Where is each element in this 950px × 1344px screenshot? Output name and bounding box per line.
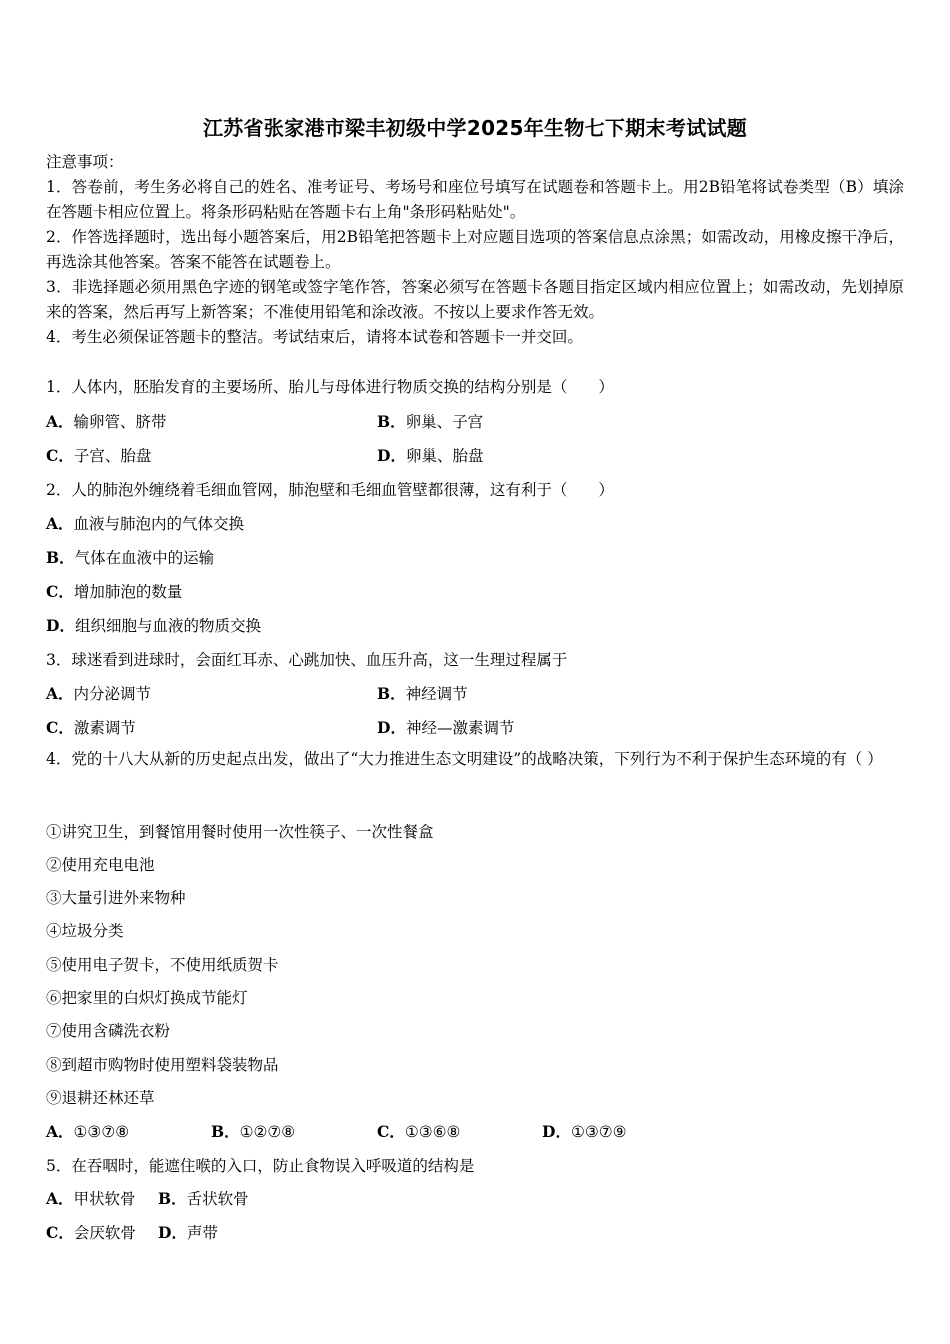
- notice-item: 2．作答选择题时，选出每小题答案后，用2B铅笔把答题卡上对应题目选项的答案信息点涂黑；如需改动，用橡皮擦干净后，再选涂其他答案。答案不能答在试题卷上。: [46, 228, 904, 271]
- question-4-item: ②使用充电电池: [46, 856, 155, 874]
- question-2-option-c: C．增加肺泡的数量: [46, 582, 183, 601]
- question-5-option-d: D．声带: [158, 1223, 218, 1242]
- question-4-option-d: D．①③⑦⑨: [542, 1122, 627, 1141]
- notice-item: 4．考生必须保证答题卡的整洁。考试结束后，请将本试卷和答题卡一并交回。: [46, 328, 583, 346]
- question-4-item: ①讲究卫生，到餐馆用餐时使用一次性筷子、一次性餐盒: [46, 823, 434, 841]
- question-5-option-a: A．甲状软骨: [46, 1189, 136, 1208]
- question-5-stem: 5．在吞咽时，能遮住喉的入口，防止食物误入呼吸道的结构是: [46, 1157, 475, 1175]
- notice-heading: 注意事项：: [46, 153, 124, 171]
- question-5-option-c: C．会厌软骨: [46, 1223, 136, 1242]
- question-4-item: ⑥把家里的白炽灯换成节能灯: [46, 989, 248, 1007]
- question-4-item: ⑨退耕还林还草: [46, 1089, 155, 1107]
- question-2-option-a: A．血液与肺泡内的气体交换: [46, 514, 245, 533]
- notice-item: 3．非选择题必须用黑色字迹的钢笔或签字笔作答，答案必须写在答题卡各题目指定区域内相应位置上；如需改动，先划掉原来的答案，然后再写上新答案；不准使用铅笔和涂改液。不按以上要求作答无效。: [46, 278, 904, 321]
- question-3-option-b: B．神经调节: [377, 684, 468, 703]
- question-4-item: ⑦使用含磷洗衣粉: [46, 1022, 171, 1040]
- question-1-option-a: A．输卵管、脐带: [46, 412, 167, 431]
- question-4-item: ③大量引进外来物种: [46, 889, 186, 907]
- notice-section: [46, 150, 904, 350]
- question-4-item: ⑧到超市购物时使用塑料袋装物品: [46, 1056, 279, 1074]
- question-4-stem: 4．党的十八大从新的历史起点出发，做出了“大力推进生态文明建设”的战略决策，下列行为不利于保护生态环境的有（ ）: [46, 750, 883, 768]
- question-2-option-b: B．气体在血液中的运输: [46, 548, 215, 567]
- question-3-stem: 3．球迷看到进球时，会面红耳赤、心跳加快、血压升高，这一生理过程属于: [46, 651, 568, 669]
- question-1-option-d: D．卵巢、胎盘: [377, 446, 484, 465]
- question-3-option-a: A．内分泌调节: [46, 684, 152, 703]
- question-4-option-a: A．①③⑦⑧: [46, 1122, 130, 1141]
- question-4-item: ⑤使用电子贺卡，不使用纸质贺卡: [46, 956, 279, 974]
- question-1-option-b: B．卵巢、子宫: [377, 412, 484, 431]
- question-4-item: ④垃圾分类: [46, 922, 124, 940]
- question-2-option-d: D．组织细胞与血液的物质交换: [46, 616, 261, 635]
- page-title: 江苏省张家港市梁丰初级中学2025年生物七下期末考试试题: [202, 116, 748, 140]
- question-2-stem: 2．人的肺泡外缠绕着毛细血管网，肺泡壁和毛细血管壁都很薄，这有利于（ ）: [46, 481, 614, 499]
- notice-item: 1．答卷前，考生务必将自己的姓名、准考证号、考场号和座位号填写在试题卷和答题卡上。用2B铅笔将试卷类型（B）填涂在答题卡相应位置上。将条形码粘贴在答题卡右上角"条形码粘贴处"。: [46, 178, 904, 221]
- question-4-option-b: B．①②⑦⑧: [211, 1122, 296, 1141]
- question-1-option-c: C．子宫、胎盘: [46, 446, 152, 465]
- question-3-option-c: C．激素调节: [46, 718, 136, 737]
- question-4-option-c: C．①③⑥⑧: [377, 1122, 461, 1141]
- question-1-stem: 1．人体内，胚胎发育的主要场所、胎儿与母体进行物质交换的结构分别是（ ）: [46, 378, 614, 396]
- question-3-option-d: D．神经—激素调节: [377, 718, 515, 737]
- question-5-option-b: B．舌状软骨: [158, 1189, 249, 1208]
